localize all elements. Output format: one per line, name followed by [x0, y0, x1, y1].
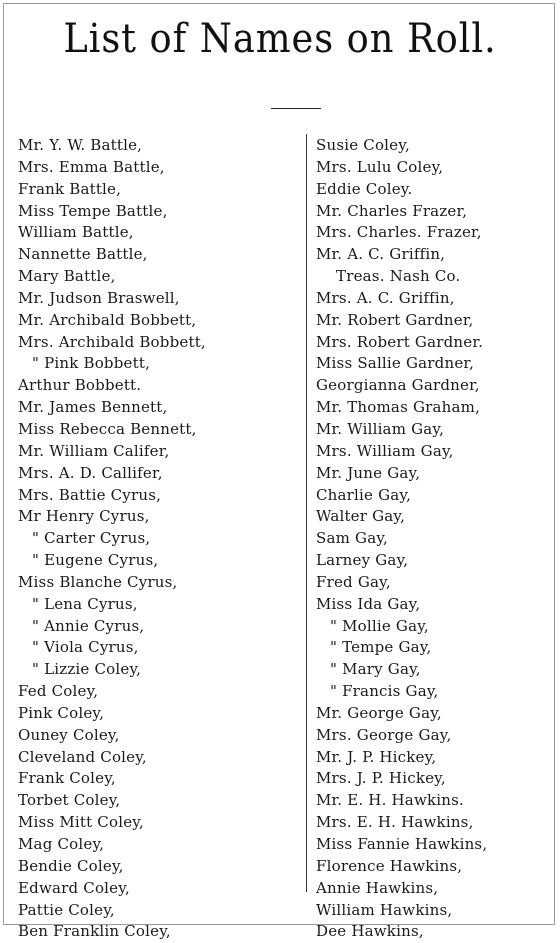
name-entry: Mrs. Charles. Frazer,: [316, 223, 482, 242]
name-entry: Edward Coley,: [18, 878, 130, 897]
name-entry: Susie Coley,: [316, 136, 410, 154]
name-entry: Treas. Nash Co.: [336, 267, 461, 286]
name-entry: Annie Hawkins,: [316, 878, 439, 897]
name-entry: Miss Blanche Cyrus,: [18, 572, 178, 591]
name-entry: Frank Battle,: [18, 179, 122, 198]
name-entry: " Pink Bobbett,: [32, 354, 151, 373]
name-entry: Mr. Robert Gardner,: [316, 310, 474, 329]
name-entry: Mrs. William Gay,: [316, 441, 454, 460]
name-entry: Mr. June Gay,: [316, 463, 421, 482]
name-entry: " Lena Cyrus,: [32, 594, 138, 613]
name-entry: Fred Gay,: [316, 572, 391, 591]
name-entry: Mrs. Archibald Bobbett,: [18, 332, 206, 351]
name-entry: Mrs. Battie Cyrus,: [18, 485, 162, 504]
name-entry: William Battle,: [18, 223, 134, 242]
column-divider: [306, 134, 307, 892]
page-title: List of Names on Roll.: [63, 16, 497, 62]
name-entry: " Viola Cyrus,: [32, 638, 139, 657]
name-entry: " Annie Cyrus,: [32, 616, 145, 635]
name-entry: " Eugene Cyrus,: [32, 551, 159, 570]
name-entry: Mrs. A. D. Callifer,: [18, 463, 163, 482]
name-entry: Fed Coley,: [18, 682, 99, 701]
name-entry: Mr. William Gay,: [316, 419, 445, 438]
name-entry: Georgianna Gardner,: [316, 376, 480, 395]
name-entry: Mrs. Robert Gardner.: [316, 332, 484, 351]
name-entry: Mary Battle,: [18, 267, 116, 286]
name-entry: Pink Coley,: [18, 703, 105, 722]
name-entry: " Tempe Gay,: [330, 638, 432, 657]
name-entry: Miss Sallie Gardner,: [316, 354, 475, 373]
name-entry: Mr. J. P. Hickey,: [316, 747, 437, 766]
name-entry: " Francis Gay,: [330, 682, 439, 701]
name-entry: Arthur Bobbett.: [18, 376, 142, 395]
name-entry: Mrs. E. H. Hawkins,: [316, 813, 474, 832]
name-entry: Eddie Coley.: [316, 179, 413, 198]
name-entry: Mr. William Califer,: [18, 441, 170, 460]
name-entry: " Mary Gay,: [330, 660, 421, 679]
name-entry: Torbet Coley,: [18, 791, 121, 810]
name-entry: " Lizzie Coley,: [32, 660, 142, 679]
name-entry: Mr. Charles Frazer,: [316, 201, 468, 220]
name-entry: Mr. Archibald Bobbett,: [18, 310, 197, 329]
name-entry: Cleveland Coley,: [18, 747, 147, 766]
name-entry: Mrs. Emma Battle,: [18, 157, 165, 176]
name-entry: Sam Gay,: [316, 529, 388, 548]
name-entry: Bendie Coley,: [18, 856, 124, 875]
title-rule: [271, 108, 321, 109]
name-entry: " Mollie Gay,: [330, 616, 429, 635]
name-entry: Ouney Coley,: [18, 725, 120, 744]
name-entry: Mr. Judson Braswell,: [18, 288, 180, 307]
name-entry: William Hawkins,: [316, 900, 453, 919]
name-entry: Walter Gay,: [316, 507, 406, 526]
name-entry: Mr. James Bennett,: [18, 398, 168, 417]
name-entry: Larney Gay,: [316, 551, 409, 570]
name-entry: Mrs. J. P. Hickey,: [316, 769, 446, 788]
left-name-list: [18, 135, 303, 943]
name-entry: Mr. Y. W. Battle,: [18, 136, 143, 154]
name-entry: Frank Coley,: [18, 769, 116, 788]
name-entry: Mr. Thomas Graham,: [316, 398, 481, 417]
name-entry: Dee Hawkins,: [316, 922, 424, 941]
name-entry: Mr. E. H. Hawkins.: [316, 791, 464, 810]
name-entry: Nannette Battle,: [18, 245, 148, 264]
name-entry: Florence Hawkins,: [316, 856, 463, 875]
name-entry: Ben Franklin Coley,: [18, 922, 171, 941]
name-entry: Miss Rebecca Bennett,: [18, 419, 197, 438]
name-entry: Miss Tempe Battle,: [18, 201, 168, 220]
name-entry: Mr. George Gay,: [316, 703, 442, 722]
name-entry: Miss Fannie Hawkins,: [316, 835, 488, 853]
name-entry: Mr Henry Cyrus,: [18, 507, 150, 526]
name-entry: Charlie Gay,: [316, 485, 412, 504]
name-entry: Mrs. A. C. Griffin,: [316, 288, 455, 307]
right-name-list: [316, 135, 556, 943]
name-entry: Miss Mitt Coley,: [18, 813, 144, 832]
name-entry: Mag Coley,: [18, 835, 105, 853]
name-entry: Pattie Coley,: [18, 900, 115, 919]
name-entry: Mrs. George Gay,: [316, 725, 452, 744]
name-entry: Mrs. Lulu Coley,: [316, 157, 444, 176]
name-entry: " Carter Cyrus,: [32, 529, 151, 548]
name-entry: Mr. A. C. Griffin,: [316, 245, 446, 264]
name-entry: Miss Ida Gay,: [316, 594, 421, 613]
